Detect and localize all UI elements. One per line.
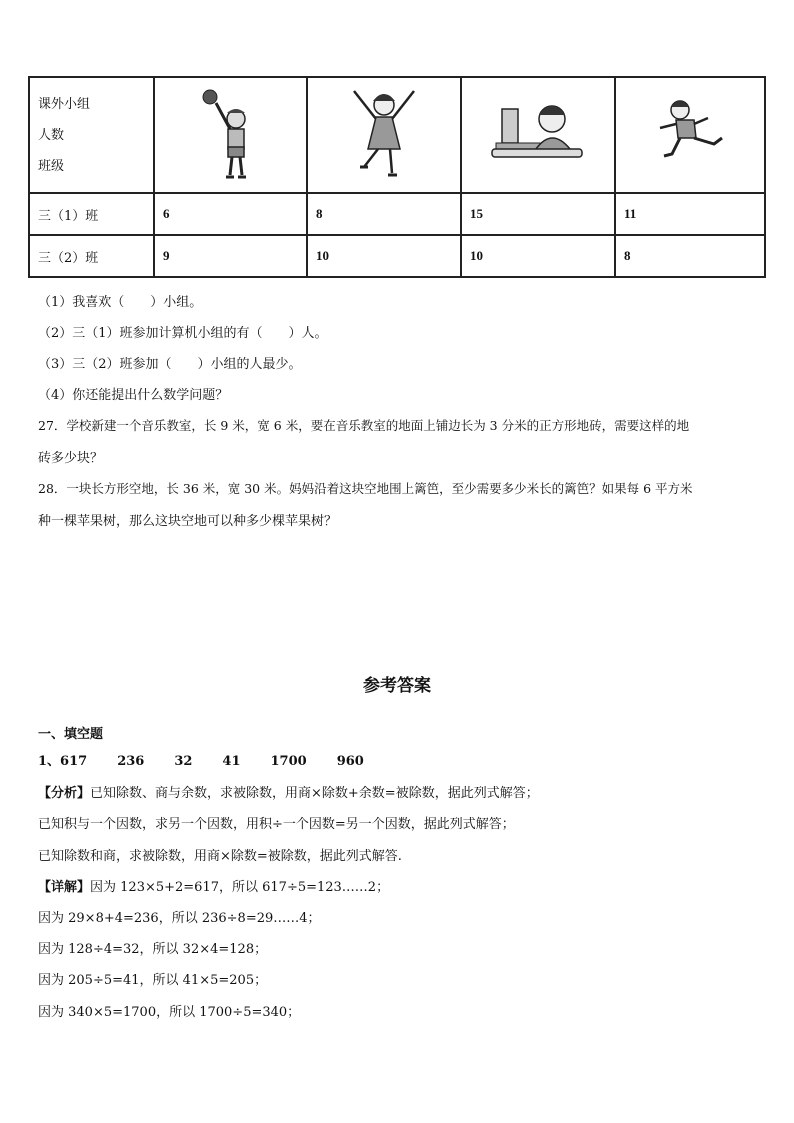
table-row	[29, 235, 765, 277]
detail-line-4: 因为 205÷5=41，所以 41×5=205；	[38, 973, 268, 988]
header-dance-cell	[307, 77, 461, 193]
analysis-text: 已知除数、商与余数，求被除数，用商×除数+余数=被除数，据此列式解答；	[90, 786, 539, 801]
class-label-cell: 三（1）班	[29, 193, 154, 235]
header-computer-cell	[461, 77, 615, 193]
analysis-line-1	[38, 782, 539, 801]
detail-line-5: 因为 340×5=1700，所以 1700÷5=340；	[38, 1005, 301, 1020]
answer-value: 1700	[270, 754, 307, 769]
header-basketball-cell	[154, 77, 307, 193]
basketball-player-icon	[196, 83, 266, 183]
header-group-label: 课外小组	[38, 96, 91, 112]
computer-boy-icon	[490, 93, 586, 173]
analysis-line-3: 已知除数和商，求被除数，用商×除数=被除数，据此列式解答.	[38, 849, 402, 864]
detail-text: 因为 123×5+2=617，所以 617÷5=123……2；	[90, 880, 390, 895]
answer-1-numbers	[38, 750, 394, 769]
table-header-row	[29, 77, 765, 193]
answers-title: 参考答案	[363, 676, 431, 696]
question-2: （2）三（1）班参加计算机小组的有（ ）人。	[38, 326, 328, 341]
value-cell: 9	[154, 235, 307, 277]
analysis-line-2: 已知积与一个因数，求另一个因数，用积÷一个因数=另一个因数，据此列式解答；	[38, 817, 515, 832]
answer-value: 41	[222, 754, 241, 769]
question-4: （4）你还能提出什么数学问题？	[38, 388, 229, 403]
answer-value: 960	[336, 754, 364, 769]
detail-line-1	[38, 876, 389, 895]
question-1: （1）我喜欢（ ）小组。	[38, 295, 203, 310]
answer-value: 32	[174, 754, 193, 769]
problem-27-line-1: 27．学校新建一个音乐教室，长 9 米，宽 6 米，要在音乐教室的地面上铺边长为 3 分米的正方形地砖，需要这样的地	[38, 418, 690, 433]
value-cell: 11	[615, 193, 765, 235]
activity-groups-table	[28, 76, 766, 278]
answer-1-prefix: 1、	[38, 754, 61, 769]
header-running-cell	[615, 77, 765, 193]
problem-28-line-2: 种一棵苹果树，那么这块空地可以种多少棵苹果树？	[38, 514, 338, 529]
detail-line-3: 因为 128÷4=32，所以 32×4=128；	[38, 942, 268, 957]
problem-28-line-1: 28．一块长方形空地，长 36 米，宽 30 米。妈妈沿着这块空地围上篱笆，至少需要多少米长的篱笆？如果每 6 平方米	[38, 481, 693, 496]
value-cell: 8	[307, 193, 461, 235]
question-3: （3）三（2）班参加（ ）小组的人最少。	[38, 357, 302, 372]
answer-value: 617	[60, 754, 88, 769]
problem-27-line-2: 砖多少块？	[38, 451, 104, 466]
analysis-tag: 【分析】	[38, 786, 91, 801]
header-class-label: 班级	[38, 158, 65, 174]
class-label-cell: 三（2）班	[29, 235, 154, 277]
value-cell: 10	[307, 235, 461, 277]
detail-line-2: 因为 29×8+4=236，所以 236÷8=29……4；	[38, 911, 321, 926]
header-count-label: 人数	[38, 127, 65, 143]
running-boy-icon	[650, 98, 730, 168]
value-cell: 8	[615, 235, 765, 277]
value-cell: 6	[154, 193, 307, 235]
detail-tag: 【详解】	[38, 880, 91, 895]
diagonal-header-cell	[29, 77, 154, 193]
section-heading: 一、填空题	[38, 727, 104, 742]
table-row	[29, 193, 765, 235]
answer-value: 236	[117, 754, 145, 769]
value-cell: 10	[461, 235, 615, 277]
dancing-girl-icon	[344, 83, 424, 183]
value-cell: 15	[461, 193, 615, 235]
